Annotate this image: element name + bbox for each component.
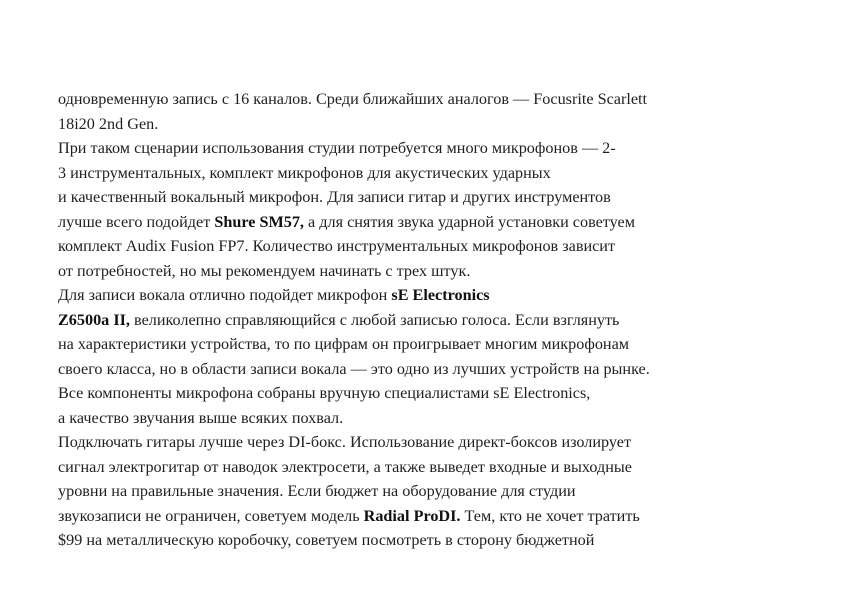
text-line (58, 308, 818, 333)
text-segment: лучше всего подойдет (58, 212, 215, 231)
text-line (58, 381, 818, 406)
text-segment: великолепно справляющийся с любой записью голоса. Если взглянуть (129, 310, 620, 329)
text-segment: на характеристики устройства, то по цифрам он проигрывает многим микрофонам (58, 335, 630, 353)
text-segment: Подключать гитары лучше через DI-бокс. Использование директ-боксов изолирует (58, 433, 632, 451)
text-line (58, 161, 818, 186)
text-segment: При таком сценарии использования студии потребуется много микрофонов — 2- (58, 139, 616, 157)
text-segment: Для записи вокала отлично подойдет микрофон (58, 286, 392, 304)
text-segment: а качество звучания выше всяких похвал. (58, 408, 344, 427)
text-segment: 18i20 2nd Gen. (58, 114, 159, 133)
text-line (58, 283, 818, 308)
text-line (58, 112, 818, 137)
bold-product-name: sE Electronics (391, 286, 490, 304)
text-line (58, 479, 818, 504)
text-line (58, 185, 818, 210)
bold-product-name: Radial ProDI. (363, 506, 461, 525)
text-segment: уровни на правильные значения. Если бюджет на оборудование для студии (58, 482, 576, 500)
bold-product-name: Z6500a II, (58, 310, 130, 329)
text-segment: сигнал электрогитар от наводок электросети, а также выведет входные и выходные (58, 457, 632, 476)
bold-product-name: Shure SM57, (214, 212, 304, 231)
text-line (58, 234, 818, 259)
text-line (58, 210, 818, 235)
text-line (58, 259, 818, 284)
text-segment: Тем, кто не хочет тратить (460, 506, 640, 525)
text-segment: одновременную запись с 16 каналов. Среди ближайших аналогов — Focusrite Scarlett (58, 90, 648, 108)
text-segment: звукозаписи не ограничен, советуем модель (58, 506, 364, 525)
text-line (58, 136, 818, 161)
text-line (58, 528, 818, 553)
text-segment: и качественный вокальный микрофон. Для записи гитар и других инструментов (58, 188, 611, 206)
text-line (58, 455, 818, 480)
text-segment: $99 на металлическую коробочку, советуем посмотреть в сторону бюджетной (58, 531, 595, 549)
text-segment: Все компоненты микрофона собраны вручную специалистами sE Electronics, (58, 384, 591, 402)
text-line (58, 504, 818, 529)
text-segment: от потребностей, но мы рекомендуем начинать с трех штук. (58, 261, 471, 280)
text-line (58, 430, 818, 455)
text-line (58, 406, 818, 431)
text-segment: своего класса, но в области записи вокала — это одно из лучших устройств на рынке. (58, 359, 650, 378)
document-body (58, 87, 818, 553)
text-line (58, 87, 818, 112)
text-line (58, 357, 818, 382)
text-segment: комплект Audix Fusion FP7. Количество инструментальных микрофонов зависит (58, 237, 616, 255)
text-line (58, 332, 818, 357)
text-segment: а для снятия звука ударной установки советуем (303, 212, 635, 231)
text-segment: 3 инструментальных, комплект микрофонов для акустических ударных (58, 163, 551, 182)
